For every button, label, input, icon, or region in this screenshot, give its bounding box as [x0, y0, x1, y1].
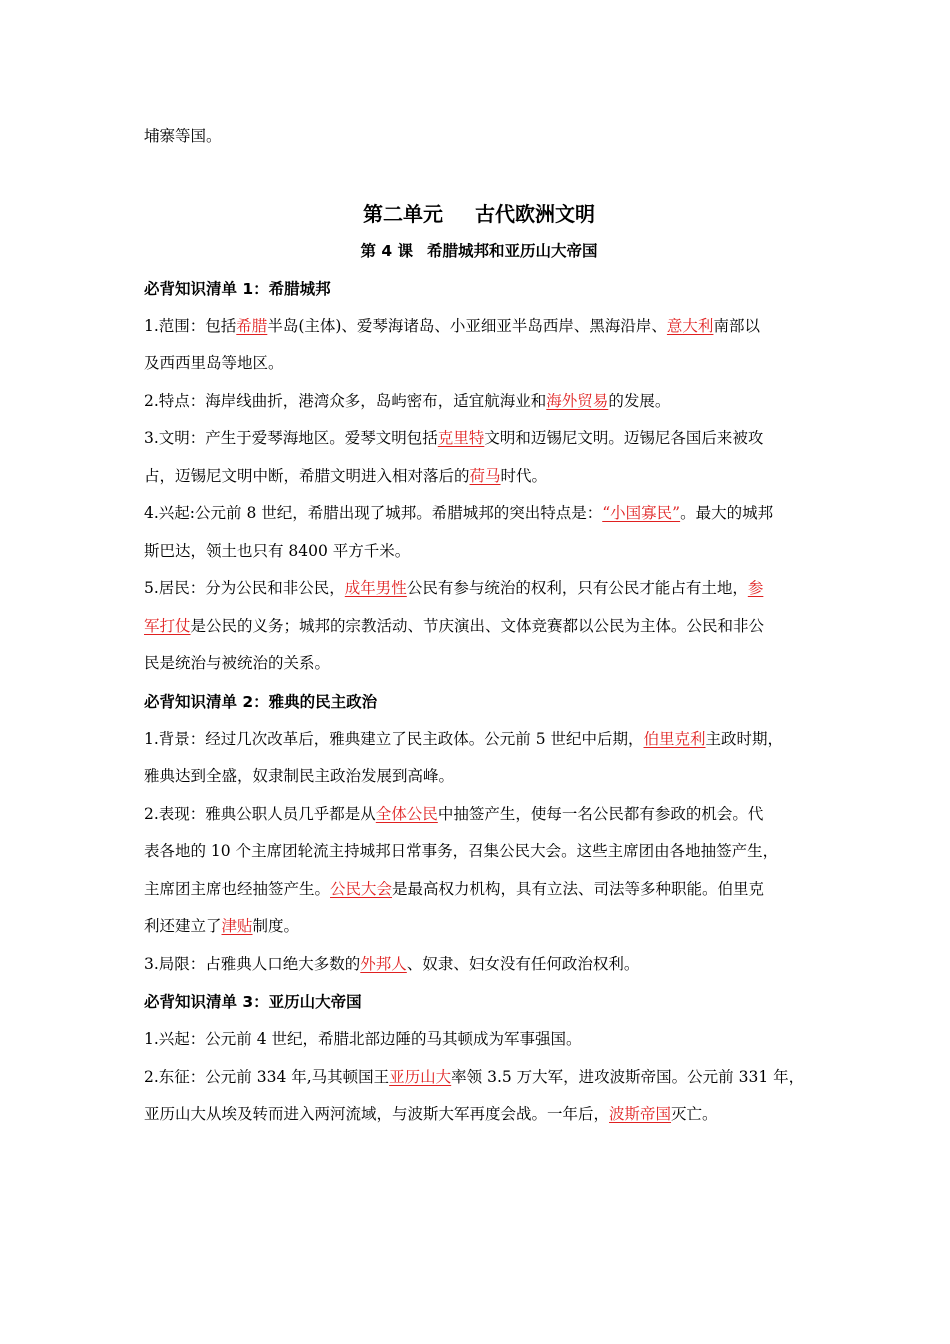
- spacer: [144, 156, 814, 194]
- text-segment: 民是统治与被统治的关系。: [144, 654, 331, 672]
- text-segment: 是公民的义务；城邦的宗教活动、节庆演出、文体竞赛都以公民为主体。公民和非公: [190, 616, 765, 635]
- text-segment: 灭亡。: [671, 1105, 718, 1123]
- text-segment: 主政时期，: [705, 729, 784, 748]
- knowledge-sections: [144, 270, 814, 1134]
- text-segment: 4.兴起:公元前 8 世纪，希腊出现了城邦。希腊城邦的突出特点是：: [144, 504, 603, 522]
- lesson-number: 第 4 课: [360, 241, 414, 260]
- text-segment: 中抽签产生，使每一名公民都有参政的机会。代: [437, 804, 764, 823]
- highlighted-term: 公民大会: [330, 879, 393, 898]
- text-segment: 1.背景：经过几次改革后，雅典建立了民主政体。公元前 5 世纪中后期，: [144, 729, 644, 748]
- highlighted-term: 伯里克利: [643, 729, 706, 748]
- highlighted-term: 军打仗: [144, 616, 191, 635]
- text-segment: 。最大的城邦: [680, 504, 774, 522]
- text-segment: 3.局限：占雅典人口绝大多数的: [144, 954, 361, 973]
- text-segment: 2.东征：公元前 334 年,马其顿国王: [144, 1067, 390, 1086]
- text-segment: 2.表现：雅典公职人员几乎都是从: [144, 804, 376, 823]
- text-segment: 制度。: [252, 917, 300, 935]
- text-segment: 半岛(主体)、爱琴海诸岛、小亚细亚半岛西岸、黑海沿岸、: [267, 316, 667, 335]
- highlighted-term: 全体公民: [375, 804, 438, 823]
- highlighted-term: “小国寡民”: [602, 504, 681, 522]
- text-line: [144, 345, 814, 383]
- highlighted-term: 意大利: [666, 316, 714, 335]
- section-heading: 必背知识清单 1：希腊城邦: [144, 279, 331, 298]
- section-heading: 必背知识清单 2：雅典的民主政治: [144, 692, 378, 711]
- text-segment: 雅典达到全盛，奴隶制民主政治发展到高峰。: [144, 767, 455, 785]
- text-segment: 主席团主席也经抽签产生。: [144, 879, 331, 898]
- top-fragment: 埔寨等国。: [144, 127, 222, 145]
- text-line: [144, 833, 814, 871]
- section-heading: 必背知识清单 3：亚历山大帝国: [144, 993, 362, 1011]
- highlighted-term: 海外贸易: [546, 391, 609, 410]
- text-segment: 南部以: [713, 316, 760, 335]
- text-line: [144, 308, 814, 346]
- text-segment: 亚历山大从埃及转而进入两河流域，与波斯大军再度会战。一年后，: [144, 1105, 610, 1123]
- text-segment: 的发展。: [608, 391, 671, 410]
- text-line: [144, 796, 814, 834]
- text-line: [144, 908, 814, 946]
- highlighted-term: 外邦人: [360, 954, 407, 973]
- text-segment: 及西西里岛等地区。: [144, 354, 284, 372]
- highlighted-term: 波斯帝国: [609, 1105, 672, 1123]
- text-line: [144, 871, 814, 909]
- text-line: [144, 570, 814, 608]
- text-line: [144, 458, 814, 496]
- text-segment: 公民有参与统治的权利，只有公民才能占有土地，: [406, 579, 748, 597]
- text-segment: 时代。: [500, 466, 548, 485]
- highlighted-term: 参: [747, 579, 764, 597]
- highlighted-term: 荷马: [469, 466, 501, 485]
- text-line: [144, 608, 814, 646]
- text-segment: 文明和迈锡尼文明。迈锡尼各国后来被攻: [484, 429, 764, 447]
- text-line: [144, 946, 814, 984]
- text-line: [144, 721, 814, 759]
- text-segment: 1.范围：包括: [144, 316, 237, 335]
- text-segment: 3.文明：产生于爱琴海地区。爱琴文明包括: [144, 429, 438, 447]
- text-line: [144, 758, 814, 796]
- unit-number: 第二单元: [363, 201, 443, 226]
- highlighted-term: 亚历山大: [389, 1067, 452, 1086]
- text-segment: 、奴隶、妇女没有任何政治权利。: [406, 954, 640, 973]
- text-segment: 表各地的 10 个主席团轮流主持城邦日常事务，召集公民大会。这些主席团由各地抽签产生，: [144, 842, 779, 860]
- text-line: [144, 495, 814, 533]
- text-line: [144, 1021, 814, 1059]
- text-segment: 是最高权力机构，具有立法、司法等多种职能。伯里克: [392, 879, 765, 898]
- text-segment: 率领 3.5 万大军，进攻波斯帝国。公元前 331 年，: [451, 1067, 805, 1086]
- highlighted-term: 成年男性: [344, 579, 407, 597]
- lesson-title: [144, 232, 814, 270]
- unit-name: 古代欧洲文明: [475, 201, 595, 226]
- text-line: [144, 1096, 814, 1134]
- text-line: [144, 1059, 814, 1097]
- unit-title: [144, 196, 814, 232]
- text-segment: 2.特点：海岸线曲折，港湾众多，岛屿密布，适宜航海业和: [144, 391, 547, 410]
- text-line: [144, 420, 814, 458]
- document-page: [144, 118, 814, 1134]
- highlighted-term: 克里特: [437, 429, 485, 447]
- highlighted-term: 希腊: [236, 316, 268, 335]
- text-line: [144, 533, 814, 571]
- text-segment: 5.居民：分为公民和非公民，: [144, 579, 345, 597]
- text-segment: 利还建立了: [144, 917, 222, 935]
- text-segment: 斯巴达，领土也只有 8400 平方千米。: [144, 541, 411, 560]
- text-segment: 占，迈锡尼文明中断，希腊文明进入相对落后的: [144, 466, 470, 485]
- text-line: [144, 383, 814, 421]
- text-line: [144, 645, 814, 683]
- highlighted-term: 津贴: [221, 917, 253, 935]
- lesson-name: 希腊城邦和亚历山大帝国: [427, 241, 598, 260]
- text-segment: 1.兴起：公元前 4 世纪，希腊北部边陲的马其顿成为军事强国。: [144, 1030, 582, 1048]
